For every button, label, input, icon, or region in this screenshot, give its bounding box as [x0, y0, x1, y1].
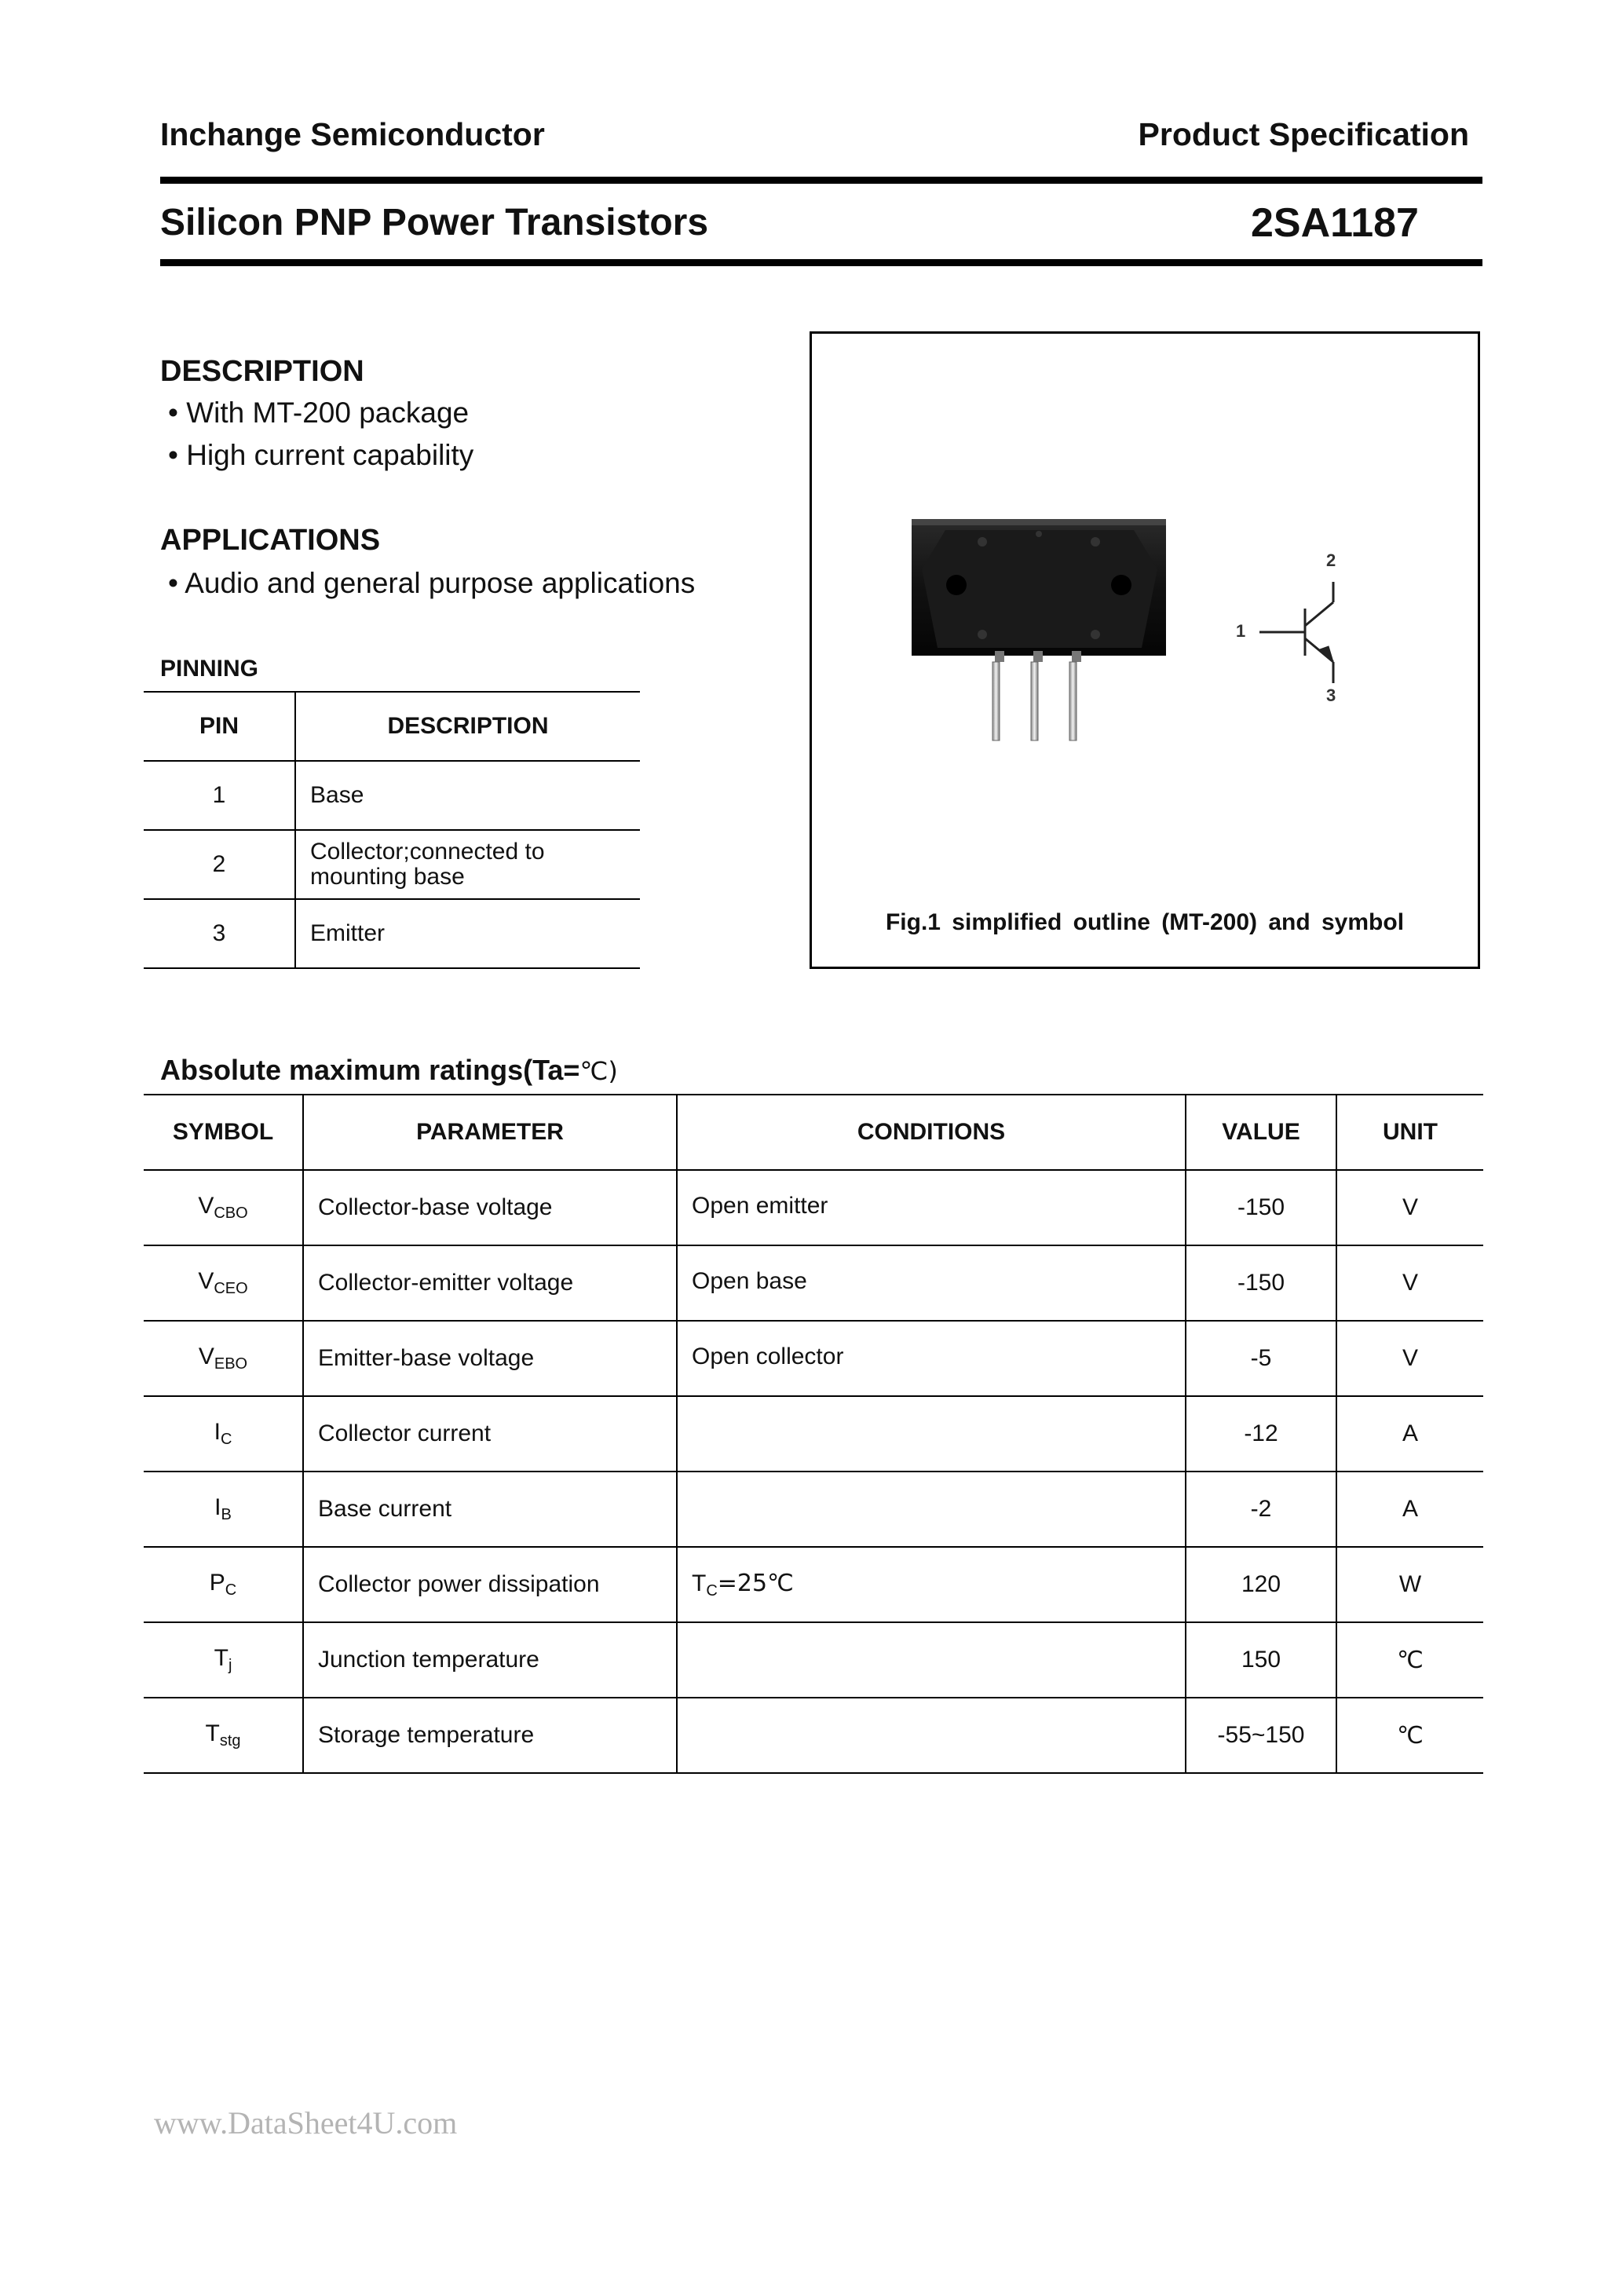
value-cell: -5 — [1186, 1321, 1336, 1396]
symbol-pin-label: 1 — [1236, 621, 1246, 641]
unit-cell: A — [1336, 1396, 1483, 1472]
doc-type: Product Specification — [1138, 116, 1469, 152]
symbol-pin-label: 2 — [1326, 550, 1336, 570]
col-header-value: VALUE — [1186, 1095, 1336, 1170]
symbol-main: T — [214, 1645, 228, 1671]
ratings-title — [160, 1054, 618, 1087]
pin-number: 2 — [144, 830, 295, 899]
parameter-cell: Storage temperature — [303, 1698, 677, 1773]
conditions-tail: =25℃ — [717, 1569, 794, 1597]
table-row — [144, 1547, 1483, 1622]
pin-description-line: Collector;connected to — [310, 838, 545, 865]
symbol-subscript: B — [221, 1506, 232, 1523]
table-row — [144, 830, 640, 899]
symbol-cell — [144, 1472, 303, 1547]
col-header-symbol: SYMBOL — [144, 1095, 303, 1170]
applications-item: • Audio and general purpose applications — [168, 567, 696, 599]
parameter-cell: Junction temperature — [303, 1622, 677, 1698]
parameter-cell: Collector-base voltage — [303, 1170, 677, 1245]
pin-description — [295, 830, 640, 899]
description-item: • With MT-200 package — [168, 397, 470, 429]
pnp-transistor-symbol-icon — [1259, 582, 1333, 683]
symbol-cell — [144, 1698, 303, 1773]
pinning-label: PINNING — [160, 656, 259, 682]
table-header-row — [144, 1095, 1483, 1170]
title-rule — [160, 259, 1482, 266]
value-cell: 150 — [1186, 1622, 1336, 1698]
unit-cell: ℃ — [1336, 1698, 1483, 1773]
table-row — [144, 1170, 1483, 1245]
pinning-table — [144, 691, 640, 969]
symbol-subscript: C — [225, 1581, 237, 1599]
symbol-cell — [144, 1321, 303, 1396]
pin-description — [295, 761, 640, 830]
symbol-main: V — [198, 1268, 214, 1294]
conditions-main: Open collector — [692, 1344, 844, 1369]
unit-cell: V — [1336, 1321, 1483, 1396]
col-header-pin: PIN — [144, 692, 295, 761]
product-line-title: Silicon PNP Power Transistors — [160, 202, 709, 243]
conditions-cell — [677, 1472, 1186, 1547]
table-row — [144, 1396, 1483, 1472]
description-heading: DESCRIPTION — [160, 355, 364, 388]
figure-caption: Fig.1 simplified outline (MT-200) and symbol — [885, 909, 1405, 935]
value-cell: -2 — [1186, 1472, 1336, 1547]
pin-description-line: Emitter — [310, 919, 386, 946]
ratings-title-unit: ℃) — [579, 1056, 618, 1086]
conditions-cell — [677, 1321, 1186, 1396]
symbol-main: T — [205, 1720, 220, 1746]
conditions-main: Open base — [692, 1268, 807, 1294]
company-name: Inchange Semiconductor — [160, 116, 545, 152]
value-cell: -150 — [1186, 1245, 1336, 1321]
table-row — [144, 1245, 1483, 1321]
unit-cell: W — [1336, 1547, 1483, 1622]
value-cell: -12 — [1186, 1396, 1336, 1472]
col-header-conditions: CONDITIONS — [677, 1095, 1186, 1170]
pin-number: 1 — [144, 761, 295, 830]
symbol-main: I — [214, 1494, 221, 1520]
part-number: 2SA1187 — [1251, 200, 1419, 246]
figure-box — [810, 331, 1480, 969]
symbol-cell — [144, 1622, 303, 1698]
conditions-cell — [677, 1396, 1186, 1472]
conditions-cell — [677, 1622, 1186, 1698]
unit-cell: V — [1336, 1170, 1483, 1245]
ratings-table — [144, 1094, 1483, 1774]
symbol-subscript: stg — [219, 1732, 241, 1749]
symbol-cell — [144, 1170, 303, 1245]
conditions-cell — [677, 1698, 1186, 1773]
symbol-main: P — [209, 1570, 225, 1596]
parameter-cell: Collector power dissipation — [303, 1547, 677, 1622]
parameter-cell: Collector current — [303, 1396, 677, 1472]
header-rule — [160, 177, 1482, 184]
parameter-cell: Collector-emitter voltage — [303, 1245, 677, 1321]
pin-description — [295, 899, 640, 968]
symbol-subscript: EBO — [214, 1355, 248, 1373]
transistor-package-illustration — [812, 334, 1478, 967]
conditions-main: Open emitter — [692, 1193, 828, 1219]
unit-cell: V — [1336, 1245, 1483, 1321]
table-row — [144, 899, 640, 968]
applications-heading: APPLICATIONS — [160, 524, 381, 557]
parameter-cell: Base current — [303, 1472, 677, 1547]
table-header-row — [144, 692, 640, 761]
symbol-subscript: CBO — [214, 1205, 248, 1222]
description-item: • High current capability — [168, 439, 474, 471]
symbol-main: I — [214, 1419, 221, 1445]
symbol-subscript: C — [220, 1431, 232, 1448]
symbol-cell — [144, 1547, 303, 1622]
unit-cell: A — [1336, 1472, 1483, 1547]
table-row — [144, 1622, 1483, 1698]
symbol-pin-label: 3 — [1326, 686, 1336, 705]
conditions-cell — [677, 1170, 1186, 1245]
symbol-cell — [144, 1245, 303, 1321]
parameter-cell: Emitter-base voltage — [303, 1321, 677, 1396]
table-row — [144, 761, 640, 830]
col-header-unit: UNIT — [1336, 1095, 1483, 1170]
symbol-main: V — [198, 1344, 214, 1369]
table-row — [144, 1698, 1483, 1773]
unit-cell: ℃ — [1336, 1622, 1483, 1698]
col-header-description: DESCRIPTION — [295, 692, 640, 761]
pin-number: 3 — [144, 899, 295, 968]
watermark-link[interactable]: www.DataSheet4U.com — [154, 2105, 458, 2141]
symbol-subscript: CEO — [214, 1280, 248, 1297]
symbol-main: V — [198, 1193, 214, 1219]
value-cell: -150 — [1186, 1170, 1336, 1245]
table-row — [144, 1321, 1483, 1396]
conditions-main: T — [692, 1570, 707, 1596]
symbol-cell — [144, 1396, 303, 1472]
conditions-cell — [677, 1547, 1186, 1622]
symbol-subscript: j — [228, 1657, 232, 1674]
mt200-package-icon — [912, 519, 1166, 740]
value-cell: 120 — [1186, 1547, 1336, 1622]
table-row — [144, 1472, 1483, 1547]
ratings-title-main: Absolute maximum ratings(Ta= — [160, 1054, 580, 1086]
conditions-cell — [677, 1245, 1186, 1321]
pin-description-line: Base — [310, 781, 364, 808]
col-header-parameter: PARAMETER — [303, 1095, 677, 1170]
conditions-subscript: C — [706, 1581, 718, 1600]
value-cell: -55~150 — [1186, 1698, 1336, 1773]
pin-description-line: mounting base — [310, 864, 465, 890]
